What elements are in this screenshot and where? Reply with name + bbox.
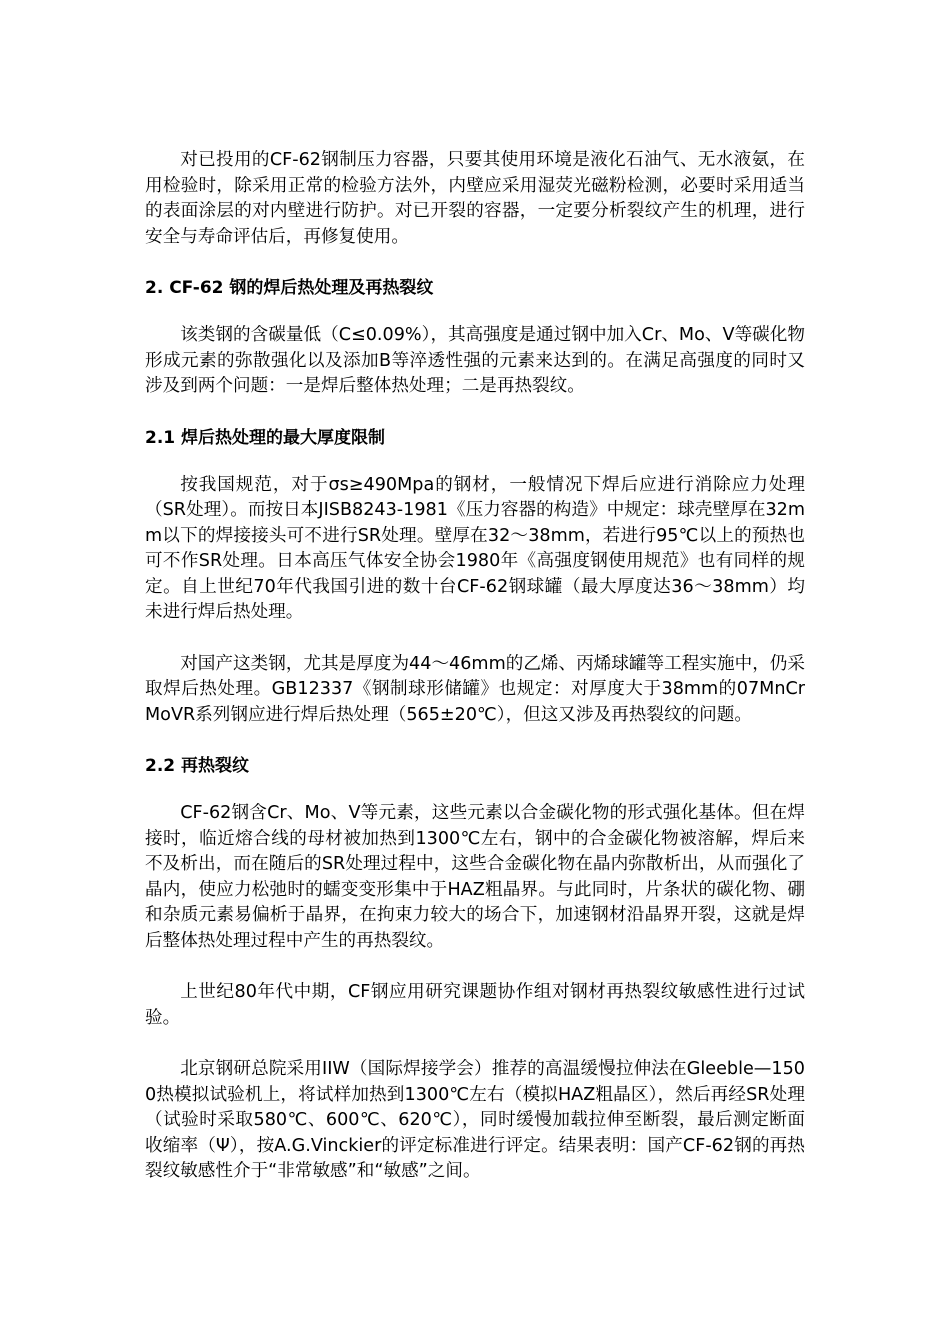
spacer bbox=[145, 451, 805, 473]
spacer bbox=[145, 728, 805, 754]
spacer bbox=[145, 954, 805, 980]
paragraph-carbon-content: 该类钢的含碳量低（C≤0.09%），其高强度是通过钢中加入Cr、Mo、V等碳化物形成元素的弥散强化以及添加B等淬透性强的元素来达到的。在满足高强度的同时又涉及到两个问题：一是焊后整体热处理；二是再热裂纹。 bbox=[145, 325, 805, 396]
spacer bbox=[145, 301, 805, 323]
paragraph-inservice-inspection: 对已投用的CF-62钢制压力容器，只要其使用环境是液化石油气、无水液氨，在用检验时，除采用正常的检验方法外，内壁应采用湿荧光磁粉检测，必要时采用适当的表面涂层的对内壁进行防护。对已开裂的容器，一定要分析裂纹产生的机理，进行安全与寿命评估后，再修复使用。 bbox=[145, 150, 805, 247]
paragraph-gleeble-test: 北京钢研总院采用IIW（国际焊接学会）推荐的高温缓慢拉伸法在Gleeble—1500热模拟试验机上，将试样加热到1300℃左右（模拟HAZ粗晶区），然后再经SR处理（试验时采取580℃、600℃、620℃），同时缓慢加载拉伸至断裂，最后测定断面收缩率（Ψ），按A.G.Vinckier的评定标准进行评定。结果表明：国产CF-62钢的再热裂纹敏感性介于“非常敏感”和“敏感”之间。 bbox=[145, 1059, 805, 1181]
spacer bbox=[145, 779, 805, 801]
section-heading-2: 2. CF-62 钢的焊后热处理及再热裂纹 bbox=[145, 278, 434, 298]
paragraph-research-group: 上世纪80年代中期，CF钢应用研究课题协作组对钢材再热裂纹敏感性进行过试验。 bbox=[145, 982, 805, 1028]
paragraph-reheat-mechanism: CF-62钢含Cr、Mo、V等元素，这些元素以合金碳化物的形式强化基体。但在焊接时，临近熔合线的母材被加热到1300℃左右，钢中的合金碳化物被溶解，焊后来不及析出，而在随后的SR处理过程中，这些合金碳化物在晶内弥散析出，从而强化了晶内，使应力松弛时的蠕变变形集中于HAZ粗晶界。与此同时，片条状的碳化物、硼和杂质元素易偏析于晶界，在拘束力较大的场合下，加速钢材沿晶界开裂，这就是焊后整体热处理过程中产生的再热裂纹。 bbox=[145, 803, 805, 951]
spacer bbox=[145, 400, 805, 426]
spacer bbox=[145, 626, 805, 652]
paragraph-sr-regulations: 按我国规范，对于σs≥490Mpa的钢材，一般情况下焊后应进行消除应力处理（SR处理）。而按日本JISB8243-1981《压力容器的构造》中规定：球壳壁厚在32mm以下的焊接接头可不进行SR处理。壁厚在32～38mm，若进行95℃以上的预热也可不作SR处理。日本高压气体安全协会1980年《高强度钢使用规范》也有同样的规定。自上世纪70年代我国引进的数十台CF-62钢球罐（最大厚度达36～38mm）均未进行焊后热处理。 bbox=[145, 474, 805, 622]
spacer bbox=[145, 250, 805, 276]
paragraph-domestic-steel: 对国产这类钢，尤其是厚度为44～46mm的乙烯、丙烯球罐等工程实施中，仍采取焊后热处理。GB12337《钢制球形储罐》也规定：对厚度大于38mm的07MnCrMoVR系列钢应进行焊后热处理（565±20℃），但这又涉及再热裂纹的问题。 bbox=[145, 653, 805, 725]
document-body bbox=[145, 148, 805, 1185]
section-heading-2-2: 2.2 再热裂纹 bbox=[145, 756, 250, 776]
spacer bbox=[145, 1031, 805, 1057]
section-heading-2-1: 2.1 焊后热处理的最大厚度限制 bbox=[145, 427, 386, 448]
